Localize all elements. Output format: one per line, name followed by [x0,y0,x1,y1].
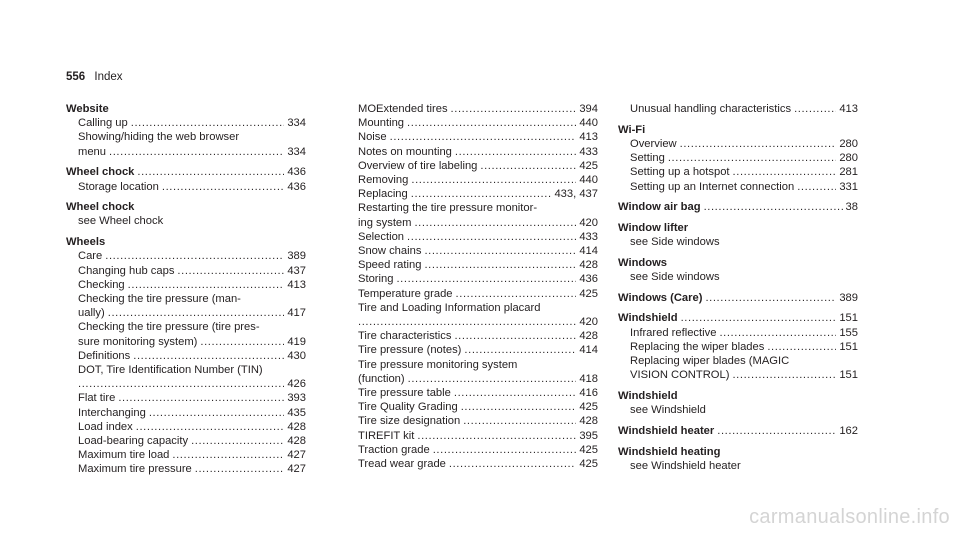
index-entry: Noise ..... 413 [358,130,598,144]
index-entry: Overview of tire labeling ..... 425 [358,159,598,173]
page-link[interactable]: 162 [839,424,858,437]
page-link[interactable]: 425 [579,287,598,300]
page-link[interactable]: 420 [579,216,598,229]
page-link[interactable]: 420 [579,316,598,329]
page-link[interactable]: 413 [579,131,598,144]
page-link[interactable]: 394 [579,103,598,115]
page-link[interactable]: 414 [579,245,598,258]
page-link[interactable]: 334 [287,145,306,158]
page-link[interactable]: 331 [839,180,858,193]
see-reference[interactable]: see Side windows [630,236,720,249]
index-entry: Interchanging ..... 435 [66,406,306,420]
index-entry: Calling up ..... 334 [66,116,306,130]
page-link[interactable]: 430 [287,349,306,362]
index-entry: Tire Quality Grading ..... 425 [358,400,598,414]
index-heading: Windshield ..... 151 [618,311,858,325]
index-entry: Storage location ..... 436 [66,180,306,194]
index-entry: Removing ..... 440 [358,173,598,187]
index-entry: Load-bearing capacity ..... 428 [66,434,306,448]
index-entry: Snow chains ..... 414 [358,244,598,258]
page-link[interactable]: 436 [287,180,306,193]
index-entry: ually) ..... 417 [66,306,306,320]
index-entry: Replacing wiper blades (MAGIC [630,355,790,368]
page-link[interactable]: 437 [287,264,306,277]
page-link[interactable]: 425 [579,443,598,456]
index-entry: Unusual handling characteristics ..... 413 [618,102,858,116]
page-link[interactable]: 417 [287,307,306,320]
index-entry: Tire pressure monitoring system [358,358,518,371]
index-entry: Tread wear grade ..... 425 [358,457,598,471]
index-entry: Setting up a hotspot ..... 281 [618,165,858,179]
index-column-1 [66,102,306,477]
index-entry: (function) ..... 418 [358,372,598,386]
page-link[interactable]: 389 [287,250,306,263]
index-heading: Website [66,103,109,115]
index-entry: DOT, Tire Identification Number (TIN) [78,363,263,376]
index-entry: ing system ..... 420 [358,216,598,230]
see-reference[interactable]: see Side windows [630,271,720,284]
index-heading: Window air bag ..... 38 [618,200,858,214]
index-entry: MOExtended tires ..... 394 [358,102,598,116]
index-entry: Temperature grade ..... 425 [358,287,598,301]
index-entry: Tire characteristics ..... 428 [358,329,598,343]
index-entry: Traction grade ..... 425 [358,443,598,457]
index-entry: Mounting ..... 440 [358,116,598,130]
page-number: 556 [66,71,86,83]
index-entry: Maximum tire load ..... 427 [66,448,306,462]
index-entry: Infrared reflective ..... 155 [618,326,858,340]
page-link[interactable]: 416 [579,387,598,400]
page-link[interactable]: 425 [579,401,598,414]
page-link[interactable]: 395 [579,429,598,442]
page-link[interactable]: 389 [839,291,858,304]
page-link[interactable]: 433 [579,145,598,158]
page-link[interactable]: 413 [839,103,858,115]
page-link[interactable]: 413 [287,278,306,291]
page-link[interactable]: 151 [839,369,858,382]
page-link[interactable]: 428 [287,434,306,447]
watermark: carmanualsonline.info [749,506,950,528]
index-entry: Definitions ..... 430 [66,349,306,363]
page-link[interactable]: 428 [579,415,598,428]
page-link[interactable]: 155 [839,326,858,339]
index-heading: Windshield heater ..... 162 [618,424,858,438]
index-entry: Changing hub caps ..... 437 [66,264,306,278]
page-link[interactable]: 334 [287,117,306,130]
page-link[interactable]: 280 [839,137,858,150]
index-entry: Tire and Loading Information placard [358,301,541,314]
page-link[interactable]: 425 [579,159,598,172]
index-entry: Checking the tire pressure (tire pres- [78,321,260,334]
index-entry: Setting up an Internet connection ..... 331 [618,180,858,194]
page-link[interactable]: 418 [579,372,598,385]
index-heading: Windshield heating [618,445,721,458]
index-entry: Restarting the tire pressure monitor- [358,202,538,215]
index-entry: Tire pressure table ..... 416 [358,386,598,400]
index-heading: Wheel chock [66,201,135,214]
page-link[interactable]: 425 [579,458,598,471]
index-entry: Maximum tire pressure ..... 427 [66,462,306,476]
page-link[interactable]: 427 [287,449,306,462]
see-reference[interactable]: see Wheel chock [78,215,164,228]
index-entry [66,377,306,391]
page-link[interactable]: 433 [579,230,598,243]
index-entry: Flat tire ..... 393 [66,391,306,405]
index-entry: Load index ..... 428 [66,420,306,434]
index-entry: sure monitoring system) ..... 419 [66,335,306,349]
index-entry: Overview ..... 280 [618,137,858,151]
index-entry: Setting ..... 280 [618,151,858,165]
page-link[interactable]: 428 [579,330,598,343]
page-link[interactable]: 151 [839,312,858,325]
page-link[interactable]: 436 [287,166,306,179]
page-link[interactable]: 436 [579,273,598,286]
page-link[interactable]: 435 [287,406,306,419]
section-title: Index [94,71,123,83]
index-column-3 [618,102,858,473]
page-link[interactable]: 393 [287,392,306,405]
page-link[interactable]: 426 [287,378,306,391]
page-link[interactable]: 38 [845,201,858,214]
page-link[interactable]: 280 [839,152,858,165]
index-entry: Speed rating ..... 428 [358,258,598,272]
index-entry: VISION CONTROL) ..... 151 [618,368,858,382]
index-heading: Wi-Fi [618,123,646,136]
index-entry: Checking the tire pressure (man- [78,292,241,305]
page-link[interactable]: 281 [839,166,858,179]
see-reference[interactable]: see Windshield heater [630,459,741,472]
index-entry: Care ..... 389 [66,249,306,263]
page-link[interactable]: 151 [839,340,858,353]
index-column-2 [358,102,598,471]
index-entry: Replacing ..... 433, 437 [358,187,598,201]
index-entry: Notes on mounting ..... 433 [358,145,598,159]
page-link[interactable]: 428 [287,420,306,433]
page-link[interactable]: 433, 437 [554,188,598,201]
index-heading: Windows [618,256,667,269]
page-link[interactable]: 440 [579,117,598,130]
index-entry: Tire pressure (notes) ..... 414 [358,343,598,357]
index-entry: Checking ..... 413 [66,278,306,292]
page-link[interactable]: 419 [287,335,306,348]
index-heading: Windshield [618,389,678,402]
index-entry: menu ..... 334 [66,145,306,159]
page-link[interactable]: 440 [579,174,598,187]
see-reference[interactable]: see Windshield [630,404,706,417]
page-link[interactable]: 427 [287,463,306,476]
index-entry [358,315,598,329]
index-entry: Showing/hiding the web browser [78,131,240,144]
index-entry: Storing ..... 436 [358,272,598,286]
index-entry: Selection ..... 433 [358,230,598,244]
page-link[interactable]: 414 [579,344,598,357]
page-header [66,70,123,84]
index-entry: Replacing the wiper blades ..... 151 [618,340,858,354]
index-heading: Window lifter [618,221,689,234]
index-heading: Wheel chock ..... 436 [66,165,306,179]
page-link[interactable]: 428 [579,259,598,272]
index-entry: TIREFIT kit ..... 395 [358,429,598,443]
index-entry: Tire size designation ..... 428 [358,414,598,428]
index-heading: Wheels [66,236,106,249]
index-heading: Windows (Care) ..... 389 [618,291,858,305]
